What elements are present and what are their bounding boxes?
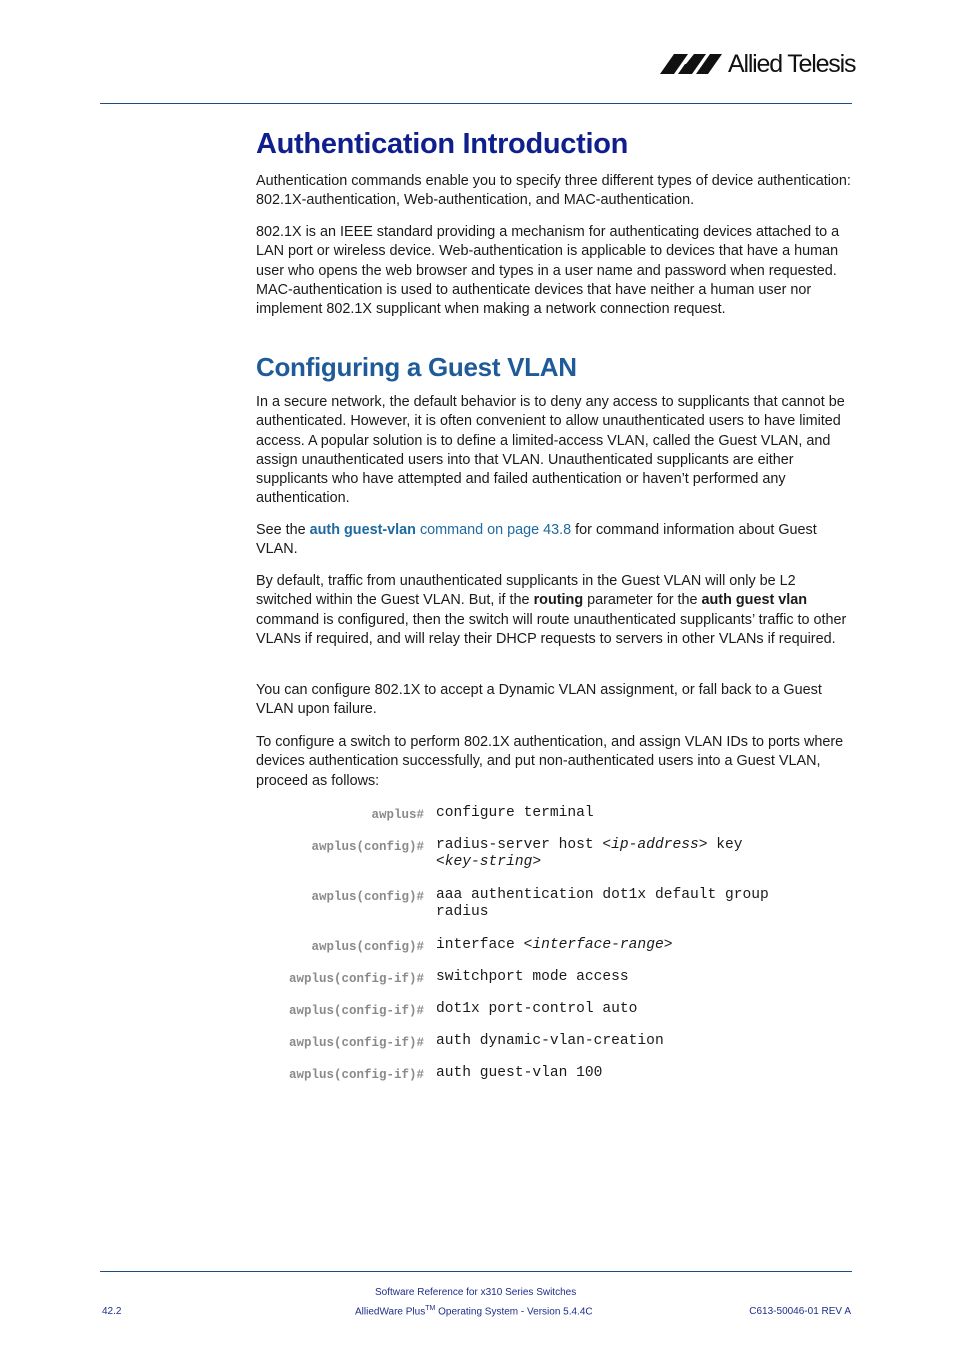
text-span: > bbox=[663, 937, 673, 953]
command-prompt: awplus(config-if)# bbox=[288, 1004, 424, 1018]
footer-rule bbox=[100, 1271, 852, 1272]
text-span: radius-server host < bbox=[436, 837, 612, 853]
paragraph-intro-1: Authentication commands enable you to specify three different types of device authentication: 802.1X-authentication, Web-authentication, and MAC-authentication. bbox=[256, 173, 851, 209]
document-id: C613-50046-01 REV A bbox=[749, 1306, 851, 1317]
param-interface-range: interface-range bbox=[532, 937, 664, 953]
page-number: 42.2 bbox=[102, 1306, 122, 1317]
logo-text: Allied Telesis bbox=[728, 50, 856, 78]
section-title-authentication-introduction: Authentication Introduction bbox=[256, 128, 629, 160]
param-ip-address: ip-address bbox=[611, 837, 699, 853]
footer-subtitle bbox=[355, 1305, 593, 1317]
command-prompt: awplus(config)# bbox=[311, 840, 424, 854]
text-span: By default, traffic from unauthenticated supplicants in the Guest VLAN will only be L2 switched within the Guest VLAN. But, if the bbox=[256, 573, 796, 609]
page-reference-link[interactable]: command on page 43.8 bbox=[415, 522, 572, 538]
command-prompt: awplus(config-if)# bbox=[288, 1068, 424, 1082]
bold-routing: routing bbox=[533, 592, 584, 609]
command-text: switchport mode access bbox=[436, 969, 629, 985]
text-span: aaa authentication dot1x default group bbox=[436, 887, 769, 903]
text-span: parameter for the bbox=[583, 592, 702, 609]
text-span: < bbox=[436, 854, 445, 870]
command-text bbox=[436, 887, 836, 921]
footer-title: Software Reference for x310 Series Switches bbox=[375, 1287, 577, 1298]
auth-guest-vlan-link[interactable]: auth guest-vlan bbox=[309, 522, 416, 538]
command-text: auth dynamic-vlan-creation bbox=[436, 1033, 664, 1049]
paragraph-guest-vlan-2 bbox=[256, 521, 852, 560]
section-title-guest-vlan: Configuring a Guest VLAN bbox=[256, 352, 577, 382]
text-span: interface < bbox=[436, 937, 533, 953]
command-prompt: awplus(config)# bbox=[311, 940, 424, 954]
text-span: command is configured, then the switch will route unauthenticated supplicants’ traffic to other VLANs if required, and will relay their DHCP requests to servers in other VLANs if required. bbox=[256, 611, 847, 647]
header-rule bbox=[100, 103, 852, 104]
text-span: radius bbox=[436, 904, 489, 920]
command-text: configure terminal bbox=[436, 805, 594, 821]
paragraph-guest-vlan-3 bbox=[256, 572, 852, 649]
allied-telesis-logo bbox=[660, 50, 855, 80]
logo-mark-icon bbox=[660, 50, 724, 76]
trademark: TM bbox=[425, 1305, 436, 1312]
command-text bbox=[436, 937, 836, 954]
command-prompt: awplus(config)# bbox=[311, 890, 424, 904]
paragraph-guest-vlan-1: In a secure network, the default behavior is to deny any access to supplicants that cannot be authenticated. However, it is often convenient to allow unauthenticated users to have limited access. A popular solution is to define a limited-access VLAN, called the Guest VLAN, and assign unauthenticated users into that VLAN. Unauthenticated supplicants are either supplicants who have attempted and failed authentication or haven’t performed any authentication. bbox=[256, 394, 845, 507]
param-key-string: key-string bbox=[444, 854, 533, 870]
paragraph-intro-2: 802.1X is an IEEE standard providing a mechanism for authenticating devices attached to a LAN port or wireless device. Web-authentication is applicable to devices that have a human user who opens the web browser and types in a user name and password when requested. MAC-authentication is used to authenticate devices that have neither a human user nor implement 802.1X supplicant when making a network connection request. bbox=[256, 224, 840, 318]
paragraph-guest-vlan-5: To configure a switch to perform 802.1X authentication, and assign VLAN IDs to ports where devices authentication successfully, and put non-authenticated users into a Guest VLAN, proceed as follows: bbox=[256, 734, 844, 789]
text-span: See the bbox=[256, 522, 310, 538]
bold-auth-guest-vlan: auth guest vlan bbox=[701, 592, 808, 609]
paragraph-guest-vlan-4: You can configure 802.1X to accept a Dynamic VLAN assignment, or fall back to a Guest VLAN upon failure. bbox=[256, 682, 822, 718]
text-span: Operating System - Version 5.4.4C bbox=[435, 1306, 593, 1318]
text-span: > bbox=[532, 854, 542, 870]
command-text bbox=[436, 837, 836, 871]
command-prompt: awplus(config-if)# bbox=[288, 1036, 424, 1050]
text-span: AlliedWare Plus bbox=[355, 1306, 426, 1318]
command-text: auth guest-vlan 100 bbox=[436, 1065, 603, 1081]
command-prompt: awplus(config-if)# bbox=[288, 972, 424, 986]
command-text: dot1x port-control auto bbox=[436, 1001, 638, 1017]
text-span: for command information about Guest VLAN. bbox=[256, 522, 817, 558]
text-span: > key bbox=[698, 837, 743, 853]
command-prompt: awplus# bbox=[371, 808, 424, 822]
